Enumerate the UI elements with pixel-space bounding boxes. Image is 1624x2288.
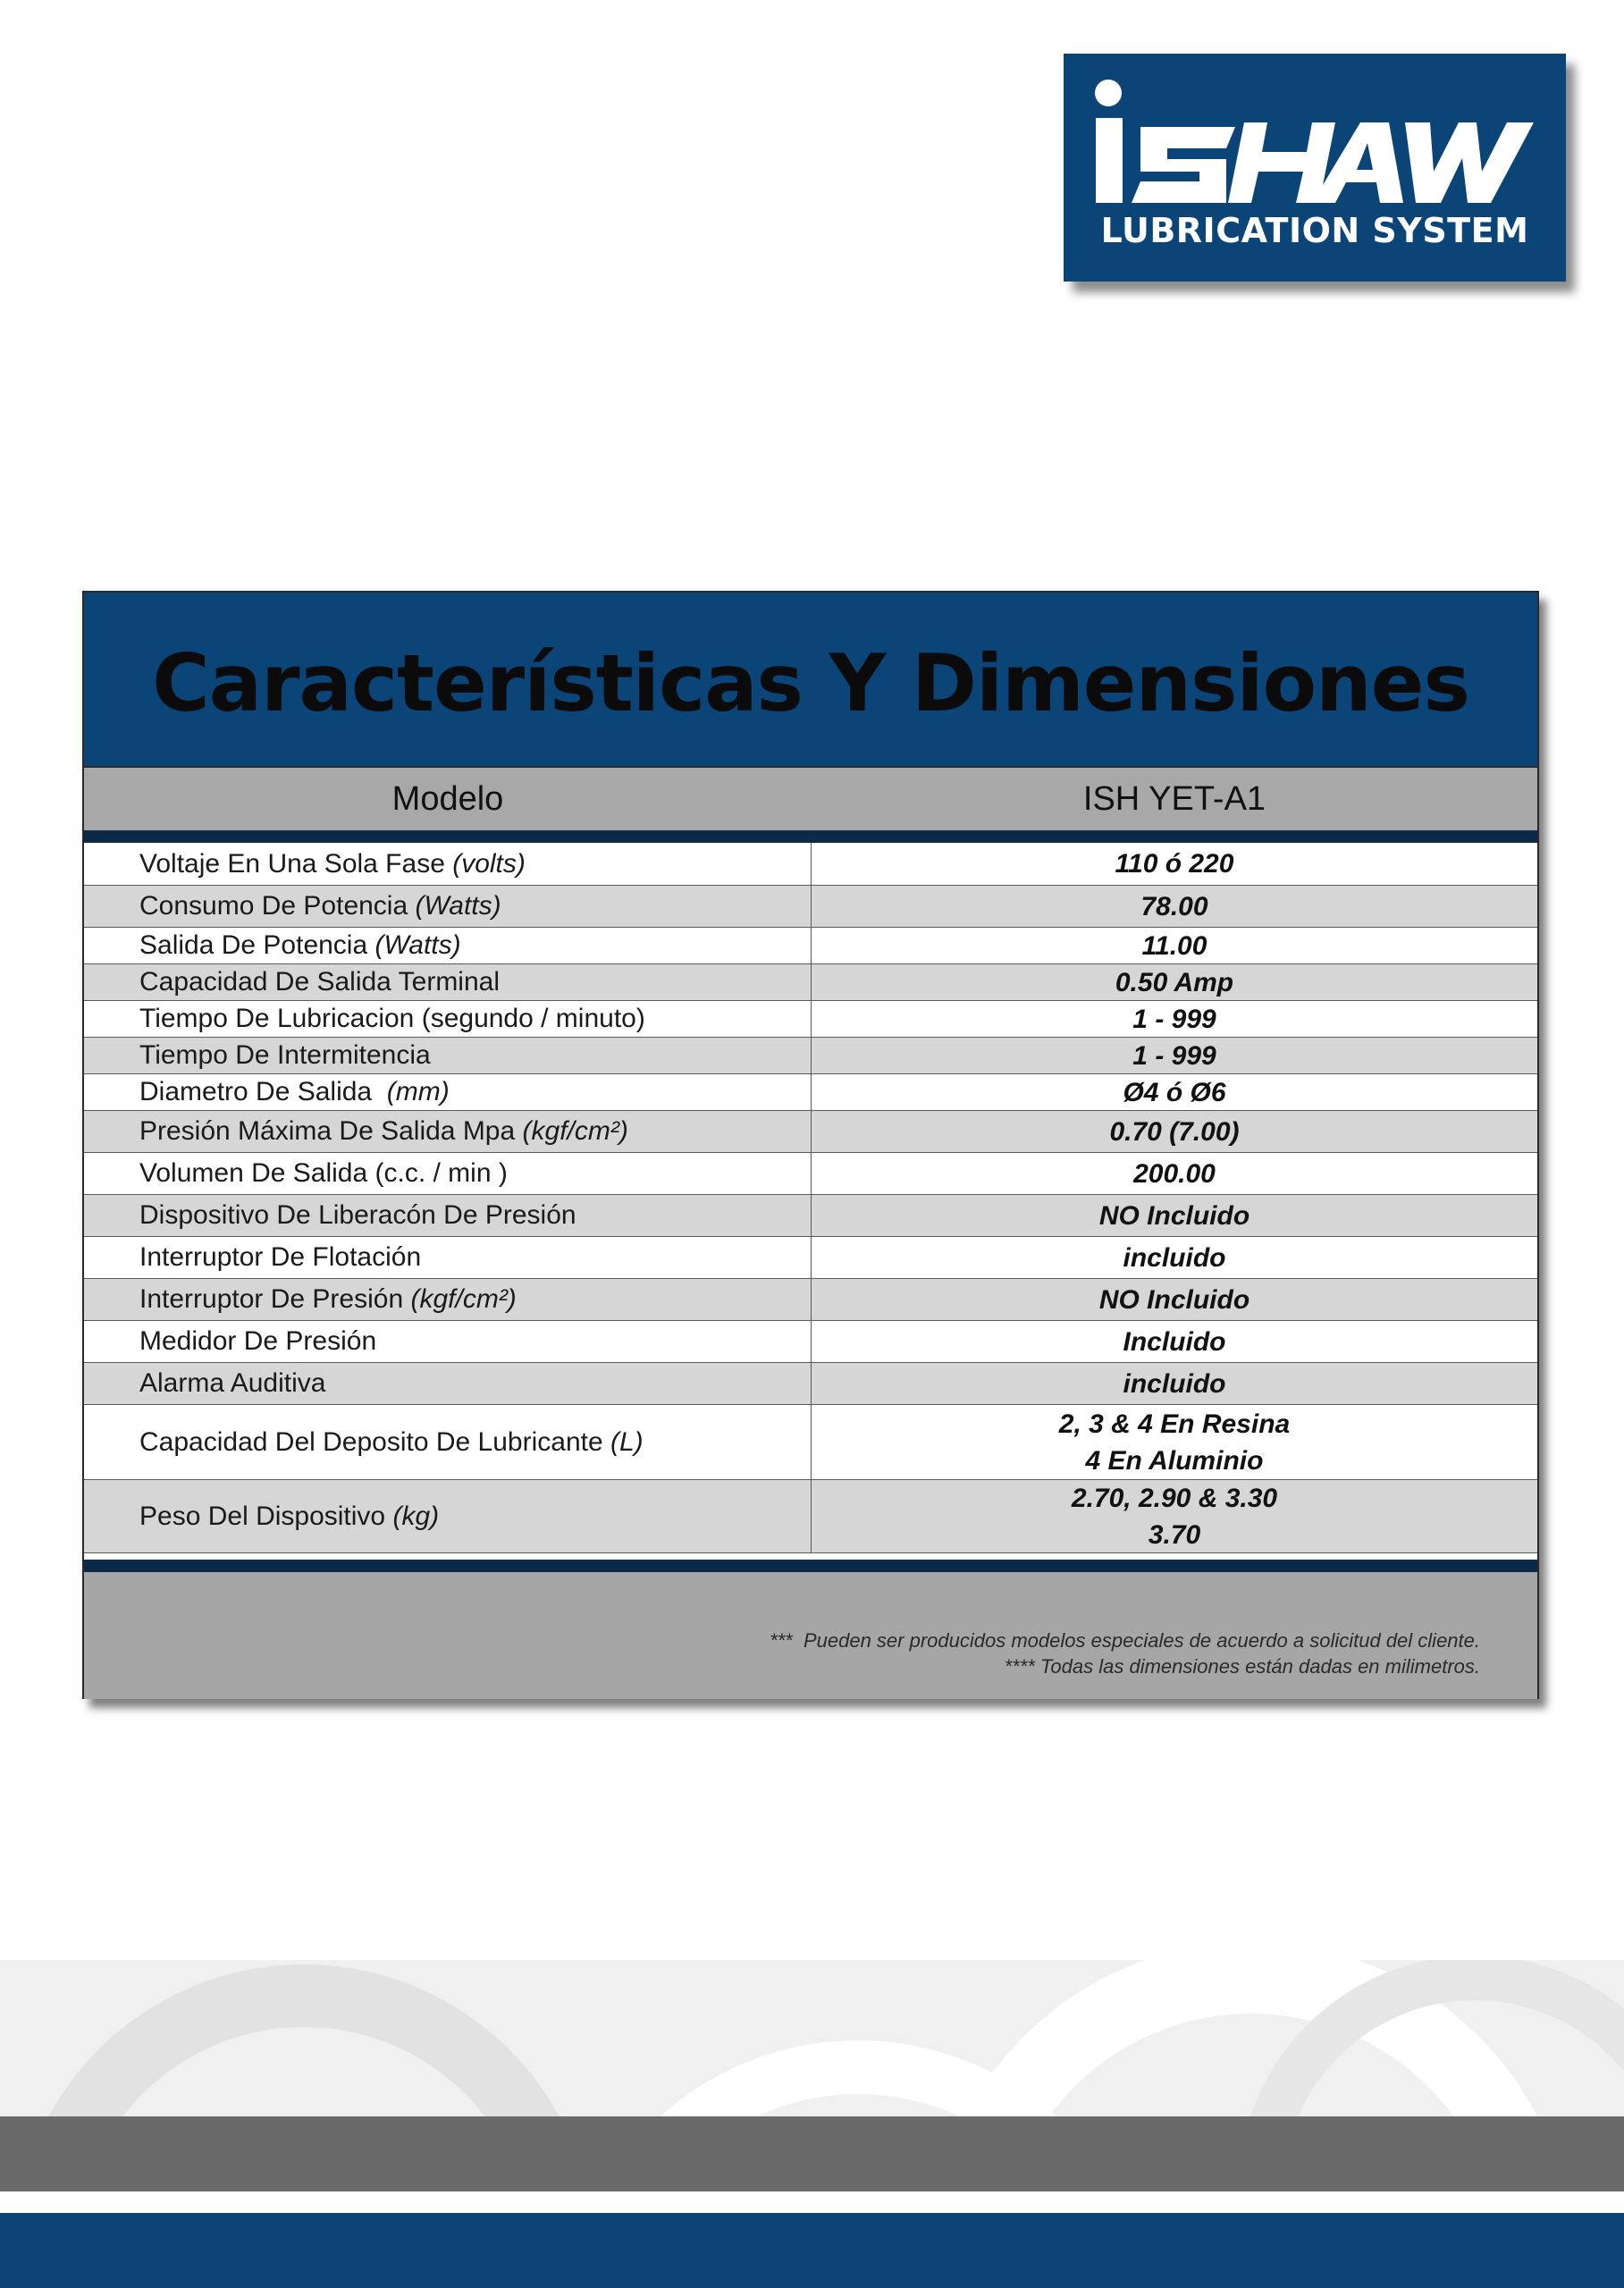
row-unit: (Watts) [415, 891, 501, 921]
row-label-text: Dispositivo De Liberacón De Presión [139, 1200, 576, 1230]
table-title: Características Y Dimensiones [152, 637, 1469, 729]
table-row [84, 1363, 1537, 1405]
row-label [84, 1480, 812, 1552]
table-row [84, 1321, 1537, 1363]
table-row [84, 1237, 1537, 1279]
table-row [84, 928, 1537, 964]
row-value: Incluido [1123, 1326, 1226, 1357]
row-label-text: Interruptor De Flotación [139, 1242, 422, 1272]
logo-subtitle: LUBRICATION SYSTEM [1100, 211, 1529, 250]
row-unit: (kg) [392, 1501, 440, 1531]
row-value: 2.70, 2.90 & 3.30 3.70 [1071, 1483, 1278, 1550]
row-label-text: Volumen De Salida (c.c. / min ) [139, 1158, 508, 1188]
table-row [84, 1195, 1537, 1237]
footnote-1: *** Pueden ser producidos modelos especiales de acuerdo a solicitud del cliente. [770, 1629, 1480, 1652]
row-value: NO Incluido [1098, 1200, 1250, 1231]
row-label-text: Voltaje En Una Sola Fase [139, 848, 453, 879]
table-row [84, 1111, 1537, 1153]
row-label [84, 928, 812, 963]
row-unit: (kgf/cm²) [522, 1116, 628, 1146]
table-row [84, 1038, 1537, 1074]
table-row [84, 886, 1537, 928]
row-label-text: Capacidad Del Deposito De Lubricante [139, 1426, 610, 1457]
table-body [84, 843, 1537, 1553]
row-unit: (mm) [386, 1077, 450, 1106]
row-label [84, 1363, 812, 1404]
row-value: 200.00 [1133, 1158, 1216, 1189]
row-label-text: Tiempo De Lubricacion (segundo / minuto) [139, 1004, 645, 1033]
row-unit: (L) [610, 1426, 644, 1457]
row-label [84, 1038, 812, 1073]
table-row [84, 1074, 1537, 1111]
table-header-row [84, 768, 1537, 830]
row-label-text: Presión Máxima De Salida Mpa [139, 1116, 523, 1146]
table-row [84, 964, 1537, 1001]
row-label [84, 843, 812, 885]
row-label-text: Salida De Potencia [139, 930, 375, 960]
row-label-text: Tiempo De Intermitencia [139, 1040, 431, 1070]
row-value: incluido [1123, 1242, 1226, 1273]
row-value: 1 - 999 [1132, 1004, 1216, 1034]
row-label [84, 1153, 812, 1194]
row-label [84, 964, 812, 1000]
row-label [84, 886, 812, 927]
row-value: incluido [1123, 1368, 1226, 1399]
row-unit: (kgf/cm²) [410, 1284, 517, 1314]
row-label [84, 1237, 812, 1278]
row-unit: (volts) [452, 848, 526, 879]
row-label [84, 1405, 812, 1479]
row-unit: (Watts) [374, 930, 461, 960]
row-label [84, 1279, 812, 1320]
row-label-text: Interruptor De Presión [139, 1284, 411, 1314]
row-label [84, 1111, 812, 1152]
table-row [84, 843, 1537, 886]
row-label-text: Medidor De Presión [139, 1326, 377, 1356]
row-label-text: Capacidad De Salida Terminal [139, 967, 501, 997]
row-value: 0.50 Amp [1115, 967, 1234, 997]
row-value: 0.70 (7.00) [1109, 1116, 1240, 1147]
header-divider-band [84, 830, 1537, 843]
row-label-text: Peso Del Dispositivo [139, 1501, 393, 1531]
ishaw-logo-mark [1092, 73, 1539, 216]
header-model: ISH YET-A1 [1082, 780, 1266, 818]
table-row [84, 1279, 1537, 1321]
header-label: Modelo [391, 780, 504, 818]
table-row [84, 1153, 1537, 1195]
table-footer [84, 1572, 1537, 1699]
title-bar [84, 593, 1537, 768]
row-value: 78.00 [1140, 891, 1208, 921]
footer-blue-strip [0, 2213, 1624, 2288]
row-label [84, 1074, 812, 1110]
table-row [84, 1480, 1537, 1553]
decorative-background [0, 1960, 1624, 2116]
background-rings-graphic [0, 1960, 1624, 2116]
brand-logo [1064, 54, 1566, 282]
footnote-2: **** Todas las dimensiones están dadas en milimetros. [1004, 1655, 1480, 1678]
row-value: 11.00 [1141, 930, 1207, 961]
row-value: 2, 3 & 4 En Resina 4 En Aluminio [1058, 1409, 1291, 1476]
row-label-text: Diametro De Salida [139, 1077, 387, 1106]
footer-divider-band [84, 1560, 1537, 1572]
row-label [84, 1001, 812, 1037]
row-label [84, 1321, 812, 1362]
table-row [84, 1405, 1537, 1480]
row-label-text: Alarma Auditiva [139, 1368, 326, 1398]
row-value: NO Incluido [1098, 1284, 1250, 1315]
spec-table [82, 591, 1539, 1699]
row-label [84, 1195, 812, 1236]
row-value: 110 ó 220 [1115, 849, 1234, 879]
table-row [84, 1001, 1537, 1038]
row-value: 1 - 999 [1132, 1040, 1216, 1071]
row-value: Ø4 ó Ø6 [1123, 1077, 1226, 1107]
row-label-text: Consumo De Potencia [139, 891, 416, 921]
footer-gray-strip [0, 2116, 1624, 2191]
